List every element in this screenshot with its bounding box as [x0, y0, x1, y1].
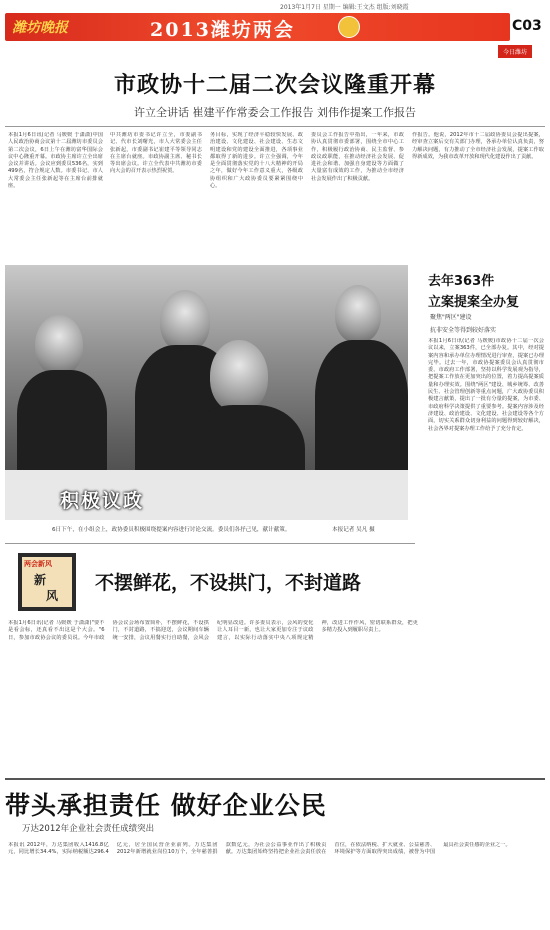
logo-char: 风	[46, 589, 59, 603]
article-column: 务目标，实现了经济平稳较快发展、政治建设、文化建设、社会建设、生态文明建设和党的建设全面推进，各项事业都取得了新的进步。许立全强调，今年是全面贯彻落实党的十八大精神的开局之年，做好今年工作意义重大，各级政协组织和广大政协委员要紧紧围绕中心。	[210, 132, 303, 190]
divider	[5, 543, 415, 544]
banner-title: 2013潍坊两会	[150, 19, 295, 41]
article-headline: 带头承担责任 做好企业公民	[5, 791, 327, 820]
sidebar-body: 本报1月6日讯(记者 马媛媛)市政协十二届一次会议以来，立案363件，已全部办复。其中，经对提案内容和承办单位办理情况进行审查，提案已办理完毕。过去一年，市政协提案委员会认真贯彻市委、市政府工作部署，坚持以科学发展观为指导，把提案工作放在更加突出的位置，着力提高提案质量和办理实效。围绕"两区"建设、城乡统筹、改善民生、社会管理创新等重点问题，广大政协委员积极建言献策，提出了一批有分量的提案，为市委、市政府科学决策提供了重要参考。提案内容涉及经济建设、政治建设、文化建设、社会建设等各个方面，切实关系群众切身利益的问题得到较好解决，社会各界对提案办理工作给予了充分肯定。	[428, 338, 544, 432]
article-body: 本报讯 2012年，万达集团收入1416.8亿元，同比增长34.4%，实际纳税额达296.4亿元，居全国民营企业前列。万达集团2012年新增就业岗位10万个，全年慈善捐款数亿元，为社会公益事业作出了积极贡献。万达集团始终坚持把企业社会责任放在首位，在依法纳税、扩大就业、公益慈善、环境保护等方面取得突出成绩，被誉为中国最具社会责任感的企业之一。	[8, 842, 511, 856]
main-subhead: 许立全讲话 崔建平作常委会工作报告 刘伟作提案工作报告	[134, 106, 416, 119]
section-label: 今日潍坊	[498, 45, 532, 58]
logo-char: 新	[34, 573, 47, 587]
sidebar-subhead: 聚焦"两区"建设	[430, 314, 472, 321]
masthead	[0, 0, 550, 56]
article-headline: 不摆鲜花，不设拱门，不封道路	[95, 572, 362, 594]
article-body: 本报1月6日讯(记者 马媛媛 于潇潇)"要不是看会标，还真看不出这是个大会。"6日，参加市政协会议的委员说。今年市政协会议会场布置简朴，不摆鲜花，不设拱门，不封道路，不搞迎送，会议期间车辆统一安排，会议用餐实行自助餐，会风会纪明显改进。许多委员表示，会风的变化让人耳目一新，也让大家更加专注于议政建言，以实际行动落实中央八项规定精神，改进工作作风，密切联系群众，把更多精力投入到履职尽责上。	[8, 620, 418, 641]
article-column: 作报告。他说，2012年市十二届政协委员会提出提案，经审查立案后交有关部门办理，各承办单位认真负责，努力解决问题，有力推动了全市经济社会发展，提案工作取得新成效，为我市改革开放和现代化建设作出了贡献。	[412, 132, 544, 160]
new-style-logo	[18, 553, 76, 611]
newspaper-logo: 潍坊晚报	[12, 20, 68, 36]
divider	[5, 778, 545, 780]
date-line: 2013年1月7日 星期一 编辑:王文杰 组版:刘晓霞	[280, 4, 409, 11]
main-headline: 市政协十二届二次会议隆重开幕	[113, 72, 436, 98]
article-column: 中共潍坊市委书记许立全，市委副书记、代市长刘曙光，市人大常委会主任张新起，市委副书记崔建平等领导同志在主席台就座。市政协副主席、秘书长等出席会议。许立全代表中共潍坊市委向大会的召开表示热烈祝贺。	[110, 132, 202, 175]
news-photo	[5, 265, 408, 520]
divider	[5, 126, 545, 127]
article-column: 本报1月6日讯(记者 马媛媛 于潇潇)中国人民政治协商会议第十二届潍坊市委员会第二次会议，6日上午在潍坊富华国际会议中心隆重开幕。市政协主席许立全出席会议并讲话。会议应到委员536名，实到499名，符合规定人数。市委书记、市人大常委会主任张新起等在主席台前排就座。	[8, 132, 103, 190]
emblem-icon	[338, 16, 360, 38]
photo-caption: 6日下午，在小组会上，政协委员积极围绕提案内容进行讨论交流。委员们各抒己见，献计献策。	[52, 527, 291, 533]
page-number: C03	[512, 18, 542, 34]
article-column: 委员会工作报告中指出，一年来，市政协认真贯彻市委部署，围绕全市中心工作，积极履行政治协商、民主监督、参政议政职能，在推动经济社会发展、促进社会和谐、加强自身建设等方面做了大量富有成效的工作，为推动全市经济社会发展作出了积极贡献。	[311, 132, 404, 182]
sidebar-subhead: 抗非安全等得到较好落实	[430, 327, 497, 334]
sidebar-title: 立案提案全办复	[428, 295, 520, 310]
photo-tag: 积极议政	[60, 490, 145, 512]
sidebar-title: 去年363件	[428, 274, 495, 289]
photo-credit: 本报记者 吴凡 摄	[332, 527, 375, 533]
logo-label: 两会新风	[24, 560, 52, 568]
article-subhead: 万达2012年企业社会责任成绩突出	[22, 824, 155, 834]
